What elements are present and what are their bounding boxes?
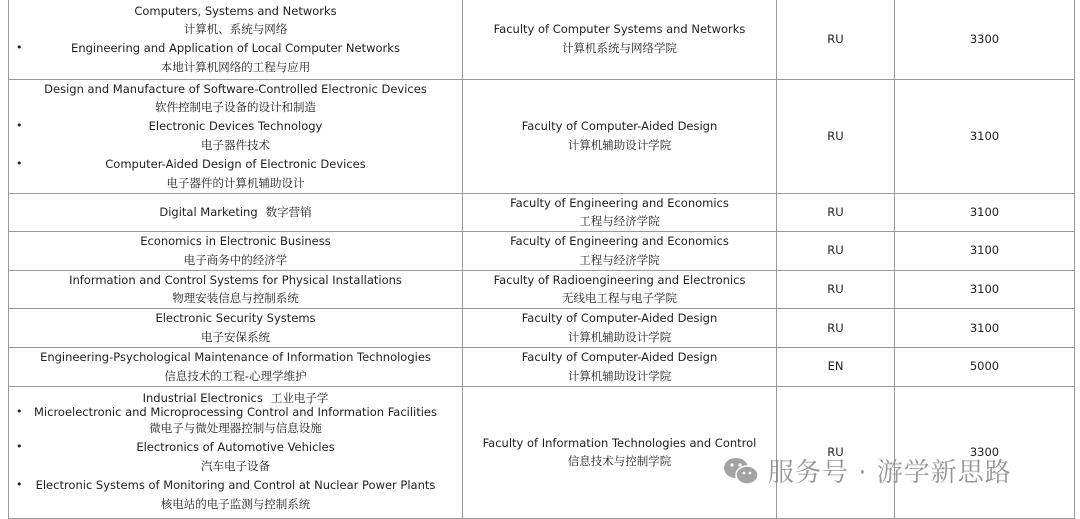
program-text: Electronic Security Systems [155,311,316,326]
bullet-icon: • [16,156,23,170]
program-cell [9,0,463,79]
faculty-cell [463,232,777,271]
program-cell [9,232,463,271]
faculty-name-cn: 计算机系统与网络学院 [562,41,677,56]
program-text: 软件控制电子设备的设计和制造 [155,100,316,115]
bullet-icon: • [16,405,23,419]
table-row [9,79,1075,193]
program-line [9,136,462,155]
fee-cell: 3300 [895,0,1075,79]
program-text: Electronic Devices Technology [148,119,323,134]
program-text: Electronic Systems of Monitoring and Control at Nuclear Power Plants [35,477,436,492]
language-cell: RU [777,0,895,79]
program-cell [9,79,463,193]
faculty-name: Faculty of Computer-Aided Design [521,119,718,134]
language-cell: RU [777,232,895,271]
program-text: 电子器件的计算机辅助设计 [166,175,305,190]
faculty-cell [463,309,777,348]
program-line [9,328,462,347]
bullet-icon: • [16,477,23,491]
wechat-icon [722,455,760,487]
program-text: Information and Control Systems for Physical Installations [69,272,402,287]
program-line [9,2,462,21]
language-cell: RU [777,193,895,232]
program-text: Computer-Aided Design of Electronic Devices [105,156,366,171]
program-line [9,309,462,328]
faculty-name: Faculty of Information Technologies and Control [482,435,757,450]
program-text: Economics in Electronic Business [140,234,331,249]
program-text: 信息技术的工程-心理学维护 [164,368,307,383]
program-text: 微电子与微处理器控制与信息设施 [149,421,322,436]
faculty-name: Faculty of Computer-Aided Design [521,311,718,326]
fee-cell: 5000 [895,347,1075,386]
program-line [9,457,462,476]
fee-cell: 3100 [895,232,1075,271]
program-text: Engineering and Application of Local Computer Networks [71,41,400,56]
faculty-cell [463,347,777,386]
program-line [9,174,462,193]
language-cell: RU [777,386,895,518]
program-cell [9,193,463,232]
program-text: Design and Manufacture of Software-Controlled Electronic Devices [44,81,427,96]
program-line [9,419,462,438]
program-text: Computers, Systems and Networks [134,3,337,18]
program-line [9,251,462,270]
program-line [9,405,462,419]
program-line [9,232,462,251]
fee-cell: 3100 [895,309,1075,348]
bullet-icon: • [16,440,23,454]
faculty-cell [463,270,777,309]
bullet-icon: • [16,41,23,55]
program-text-cn: 数字营销 [265,204,312,219]
program-line [9,271,462,290]
fee-cell: 3100 [895,193,1075,232]
program-line [9,348,462,367]
program-text: Engineering-Psychological Maintenance of Information Technologies [40,350,431,365]
program-line [9,58,462,77]
fee-cell: 3100 [895,270,1075,309]
watermark-text: 服务号 · 游学新思路 [768,458,1012,488]
program-line [9,438,462,457]
table-body [9,0,1075,518]
program-text: Electronics of Automotive Vehicles [136,440,335,455]
programs-table [8,0,1075,519]
program-text: 电子商务中的经济学 [183,252,288,267]
program-line [9,80,462,99]
language-cell: EN [777,347,895,386]
program-cell [9,347,463,386]
faculty-cell [463,79,777,193]
bullet-icon: • [16,119,23,133]
program-text: 本地计算机网络的工程与应用 [160,60,311,75]
program-cell [9,309,463,348]
watermark [722,452,1012,489]
program-text: 计算机、系统与网络 [183,22,288,37]
language-cell: RU [777,79,895,193]
program-line [9,98,462,117]
faculty-name: Faculty of Computer Systems and Networks [493,22,746,37]
program-text-cn: 工业电子学 [270,391,329,406]
program-text: 核电站的电子监测与控制系统 [160,496,311,511]
program-line [9,203,462,222]
faculty-name-cn: 计算机辅助设计学院 [567,138,672,152]
program-cell [9,386,463,518]
table-row [9,309,1075,348]
program-line [9,367,462,386]
faculty-name-cn: 工程与经济学院 [579,214,660,229]
program-line [9,39,462,58]
table-row [9,0,1075,79]
program-line [9,117,462,136]
program-line [9,495,462,514]
program-line [9,155,462,174]
program-line [9,289,462,308]
table-row [9,232,1075,271]
faculty-cell [463,193,777,232]
program-text: 物理安装信息与控制系统 [172,291,299,306]
faculty-cell [463,0,777,79]
faculty-name-cn: 工程与经济学院 [579,252,660,267]
fee-cell: 3300 [895,386,1075,518]
language-cell: RU [777,309,895,348]
faculty-name: Faculty of Engineering and Economics [510,234,729,249]
faculty-name-cn: 计算机辅助设计学院 [567,368,672,383]
program-line [9,476,462,495]
program-line [9,20,462,39]
faculty-name: Faculty of Engineering and Economics [510,195,729,210]
faculty-name-cn: 无线电工程与电子学院 [562,291,677,306]
faculty-name: Faculty of Radioengineering and Electronics [493,272,746,287]
program-text: Industrial Electronics [142,391,263,406]
faculty-name: Faculty of Computer-Aided Design [521,350,718,365]
program-line [9,391,462,405]
table-row [9,193,1075,232]
faculty-name-cn: 计算机辅助设计学院 [567,330,672,345]
program-cell [9,270,463,309]
faculty-name-cn: 信息技术与控制学院 [567,454,672,469]
language-cell: RU [777,270,895,309]
program-text: Microelectronic and Microprocessing Control and Information Facilities [34,405,437,420]
program-text: Digital Marketing [159,204,258,219]
table-row [9,270,1075,309]
program-text: 电子器件技术 [201,138,270,152]
program-text: 汽车电子设备 [201,458,270,473]
fee-cell: 3100 [895,79,1075,193]
table-row [9,347,1075,386]
program-text: 电子安保系统 [201,330,270,345]
